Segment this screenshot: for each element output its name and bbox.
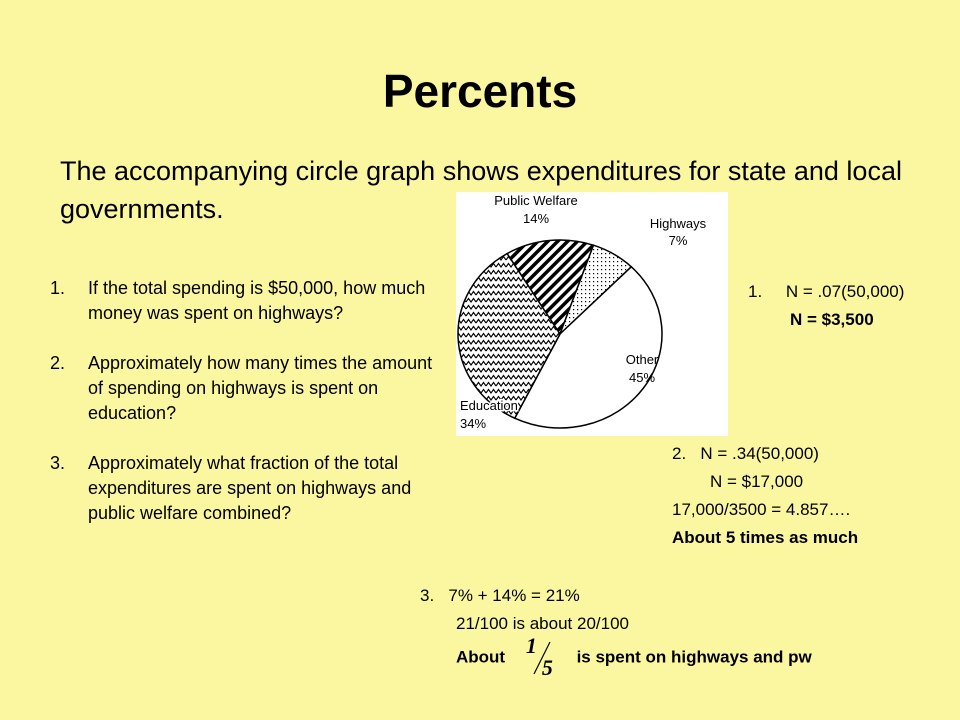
answer-2-line1 xyxy=(672,440,858,468)
answer-3-line1 xyxy=(420,582,812,610)
fraction-denominator: 5 xyxy=(541,655,553,680)
pie-chart xyxy=(456,192,728,436)
pie-value-highways: 7% xyxy=(668,233,688,248)
answer-3-about: About xyxy=(456,647,506,667)
question-text: Approximately what fraction of the total expenditures are spent on highways and public welfare combined? xyxy=(88,453,412,523)
answer-equation: 7% + 14% = 21% xyxy=(448,586,580,605)
slide-title: Percents xyxy=(382,65,578,117)
question-item xyxy=(50,351,450,426)
answer-2 xyxy=(672,440,858,552)
question-text: Approximately how many times the amount of spending on highways is spent on education? xyxy=(88,353,433,423)
pie-value-other: 45% xyxy=(628,370,656,385)
question-item xyxy=(50,276,450,326)
pie-label-highways: Highways xyxy=(649,216,707,231)
answer-1-line1 xyxy=(748,278,904,306)
answer-2-line3: 17,000/3500 = 4.857…. xyxy=(672,500,851,519)
answer-equation: N = .07(50,000) xyxy=(785,282,905,301)
pie-label-public-welfare: Public Welfare xyxy=(494,193,578,208)
question-list xyxy=(50,276,450,551)
pie-label-other: Other xyxy=(625,352,659,367)
fraction-numerator: 1 xyxy=(525,633,537,658)
answer-number: 1. xyxy=(748,282,763,301)
answer-3 xyxy=(420,582,812,678)
question-text: If the total spending is $50,000, how much money was spent on highways? xyxy=(88,278,426,323)
answer-1-result: N = $3,500 xyxy=(790,310,874,329)
answer-1 xyxy=(748,278,904,334)
pie-chart-svg xyxy=(456,192,728,436)
answer-2-line2: N = $17,000 xyxy=(710,472,804,491)
answer-2-result: About 5 times as much xyxy=(672,528,859,547)
answer-number: 3. xyxy=(420,586,435,605)
fraction-one-fifth xyxy=(516,633,566,680)
answer-3-line2: 21/100 is about 20/100 xyxy=(456,614,629,633)
question-number: 3. xyxy=(50,453,66,473)
pie-label-education: Education xyxy=(460,398,518,413)
pie-value-public-welfare: 14% xyxy=(522,211,550,226)
fraction-slash xyxy=(516,638,566,678)
answer-number: 2. xyxy=(672,444,687,463)
answer-equation: N = .34(50,000) xyxy=(700,444,819,463)
question-item xyxy=(50,451,450,526)
answer-3-result xyxy=(420,633,812,680)
question-number: 1. xyxy=(50,278,66,298)
question-number: 2. xyxy=(50,353,66,373)
intro-text: The accompanying circle graph shows expenditures for state and local governments. xyxy=(60,156,902,224)
pie-value-education: 34% xyxy=(460,416,487,431)
answer-3-rest: is spent on highways and pw xyxy=(576,647,812,667)
